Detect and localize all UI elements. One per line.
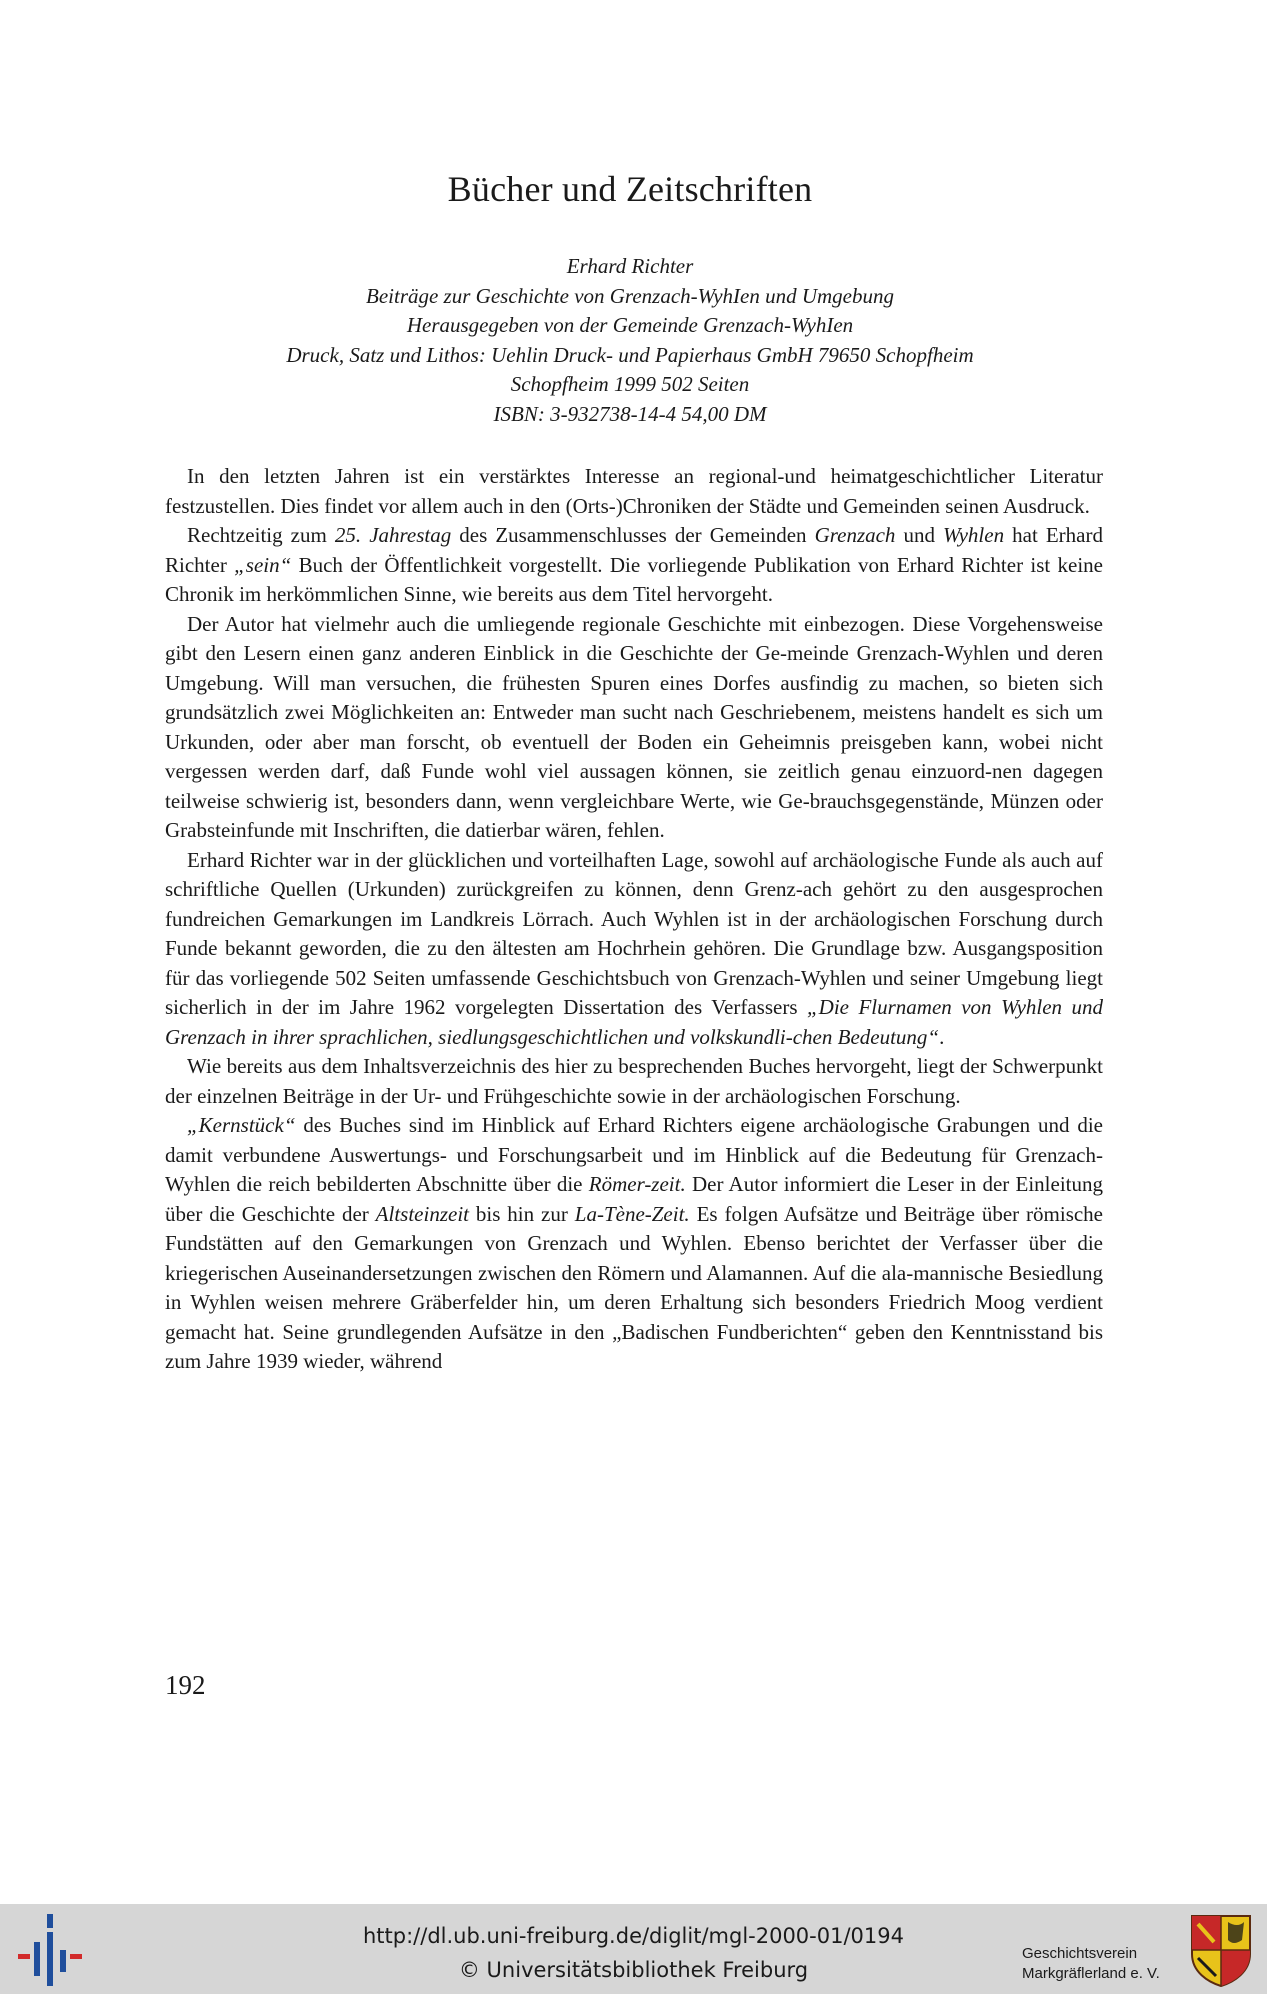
italic-run: „sein“ xyxy=(234,552,292,577)
society-name xyxy=(1022,1944,1160,1984)
text-run: Rechtzeitig zum xyxy=(187,523,335,547)
page-number: 192 xyxy=(165,1670,206,1700)
text-run: Es folgen Aufsätze und Beiträge über römische Fundstätten auf den Gemarkungen von Grenzach und Wyhlen. Ebenso berichtet der Verfasser über die kriegerischen Auseinandersetzungen zwischen den Römern und Alamannen. Auf die ala-mannische Besiedlung in Wyhlen weisen mehrere Gräberfelder hin, um deren Erhaltung sich besonders Friedrich Moog verdient gemacht hat. Seine grundlegenden Aufsätze in den „Badischen Fundberichten“ geben den Kenntnisstand bis zum Jahre 1939 wieder, während xyxy=(165,1201,1104,1373)
biblio-book-title: Beiträge zur Geschichte von Grenzach-WyhIen und Umgebung xyxy=(366,283,894,308)
coat-of-arms-icon[interactable] xyxy=(1190,1914,1252,1988)
society-name-line1: Geschichtsverein xyxy=(1022,1945,1138,1962)
text-run: des Buches sind im Hinblick auf Erhard Richters eigene archäologische Grabungen und die damit verbundene Auswertungs- und Forschungsarbeit und im Hinblick auf die Bedeutung für Grenzach-Wyhlen die reich bebilderten Abschnitte über die xyxy=(165,1113,1103,1196)
biblio-printer: Druck, Satz und Lithos: Uehlin Druck- und Papierhaus GmbH 79650 Schopfheim xyxy=(286,342,974,367)
review-paragraph xyxy=(165,462,1103,521)
bibliographic-entry xyxy=(0,252,1260,429)
review-paragraph xyxy=(165,521,1103,610)
review-paragraph xyxy=(165,846,1103,1053)
biblio-author: Erhard Richter xyxy=(566,254,694,278)
review-paragraph xyxy=(165,1111,1103,1377)
biblio-publisher: Herausgegeben von der Gemeinde Grenzach-WyhIen xyxy=(406,313,854,337)
review-paragraph xyxy=(165,610,1103,846)
review-body xyxy=(165,462,1103,1377)
italic-run: La-Tène-Zeit. xyxy=(574,1201,690,1226)
text-run: Buch der Öffentlichkeit vorgestellt. Die vorliegende Publikation von Erhard Richter ist keine Chronik im herkömmlichen Sinne, wie bereits aus dem Titel hervorgeht. xyxy=(165,552,1103,606)
italic-run: Altsteinzeit xyxy=(375,1201,469,1226)
viewer-footer xyxy=(0,1904,1267,1994)
italic-run: „Kernstück“ xyxy=(187,1113,296,1137)
copyright-notice: © Universitätsbibliothek Freiburg xyxy=(458,1958,809,1982)
document-url[interactable]: http://dl.ub.uni-freiburg.de/diglit/mgl-2000-01/0194 xyxy=(362,1924,904,1948)
text-run: Wie bereits aus dem Inhaltsverzeichnis des hier zu besprechenden Buches hervorgeht, liegt der Schwerpunkt der einzelnen Beiträge in der Ur- und Frühgeschichte sowie in der archäologischen Forschung. xyxy=(165,1054,1103,1108)
text-run: Der Autor informiert die Leser in der Einleitung über die Geschichte der xyxy=(165,1172,1103,1226)
italic-run: Grenzach xyxy=(814,523,896,547)
biblio-isbn-price: ISBN: 3-932738-14-4 54,00 DM xyxy=(493,401,767,426)
text-run: Der Autor hat vielmehr auch die umliegende regionale Geschichte mit einbezogen. Diese Vorgehensweise gibt den Lesern einen ganz anderen Einblick in die Geschichte der Ge-meinde Grenzach-Wyhlen und deren Umgebung. Will man versuchen, die frühesten Spuren eines Dorfes ausfindig zu machen, so bieten sich grundsätzlich zwei Möglichkeiten an: Entweder man sucht nach Geschriebenem, meistens handelt es sich um Urkunden, oder aber man forscht, ob eventuell der Boden ein Geheimnis preisgeben kann, wobei nicht vergessen werden darf, daß Funde wohl viel aussagen können, sie zeitlich genau einzuord-nen dagegen teilweise schwierig ist, besonders dann, wenn vergleichbare Werte, wie Ge-brauchsgegenstände, Münzen oder Grabsteinfunde mit Inschriften, die datierbar wären, fehlen. xyxy=(165,611,1103,842)
italic-run: Römer-zeit. xyxy=(588,1172,686,1196)
text-run: Erhard Richter war in der glücklichen und vorteilhaften Lage, sowohl auf archäologische Funde als auch auf schriftliche Quellen (Urkunden) zurückgreifen zu können, denn Grenz-ach gehört zu den ausgesprochen fundreichen Gemarkungen im Landkreis Lörrach. Auch Wyhlen ist in der archäologischen Forschung durch Funde bekannt geworden, die zu den ältesten am Hochrhein gehören. Die Grundlage bzw. Ausgangsposition für das vorliegende 502 Seiten umfassende Geschichtsbuch von Grenzach-Wyhlen und seiner Umgebung liegt sicherlich in der im Jahre 1962 vorgelegten Dissertation des Verfassers xyxy=(165,847,1103,1019)
italic-run: Wyhlen xyxy=(943,523,1005,547)
italic-run: „Die Flurnamen von Wyhlen und Grenzach in ihrer sprachlichen, siedlungsgeschichtlichen und volkskundli-chen Bedeutung“ xyxy=(165,995,1103,1049)
review-paragraph xyxy=(165,1052,1103,1111)
page-title: Bücher und Zeitschriften xyxy=(447,169,813,209)
text-run: . xyxy=(939,1024,945,1049)
society-name-line2: Markgräflerland e. V. xyxy=(1022,1965,1160,1982)
text-run: In den letzten Jahren ist ein verstärktes Interesse an regional-und heimatgeschichtlicher Literatur festzustellen. Dies findet vor allem auch in den (Orts-)Chroniken der Städte und Gemeinden seinen Ausdruck. xyxy=(165,464,1103,518)
biblio-place-year-pages: Schopfheim 1999 502 Seiten xyxy=(510,372,750,396)
text-run: hat Erhard Richter xyxy=(165,523,1103,577)
text-run: des Zusammenschlusses der Gemeinden xyxy=(451,523,815,547)
italic-run: 25. Jahrestag xyxy=(334,523,452,547)
text-run: bis hin zur xyxy=(469,1201,575,1226)
text-run: und xyxy=(895,523,944,547)
